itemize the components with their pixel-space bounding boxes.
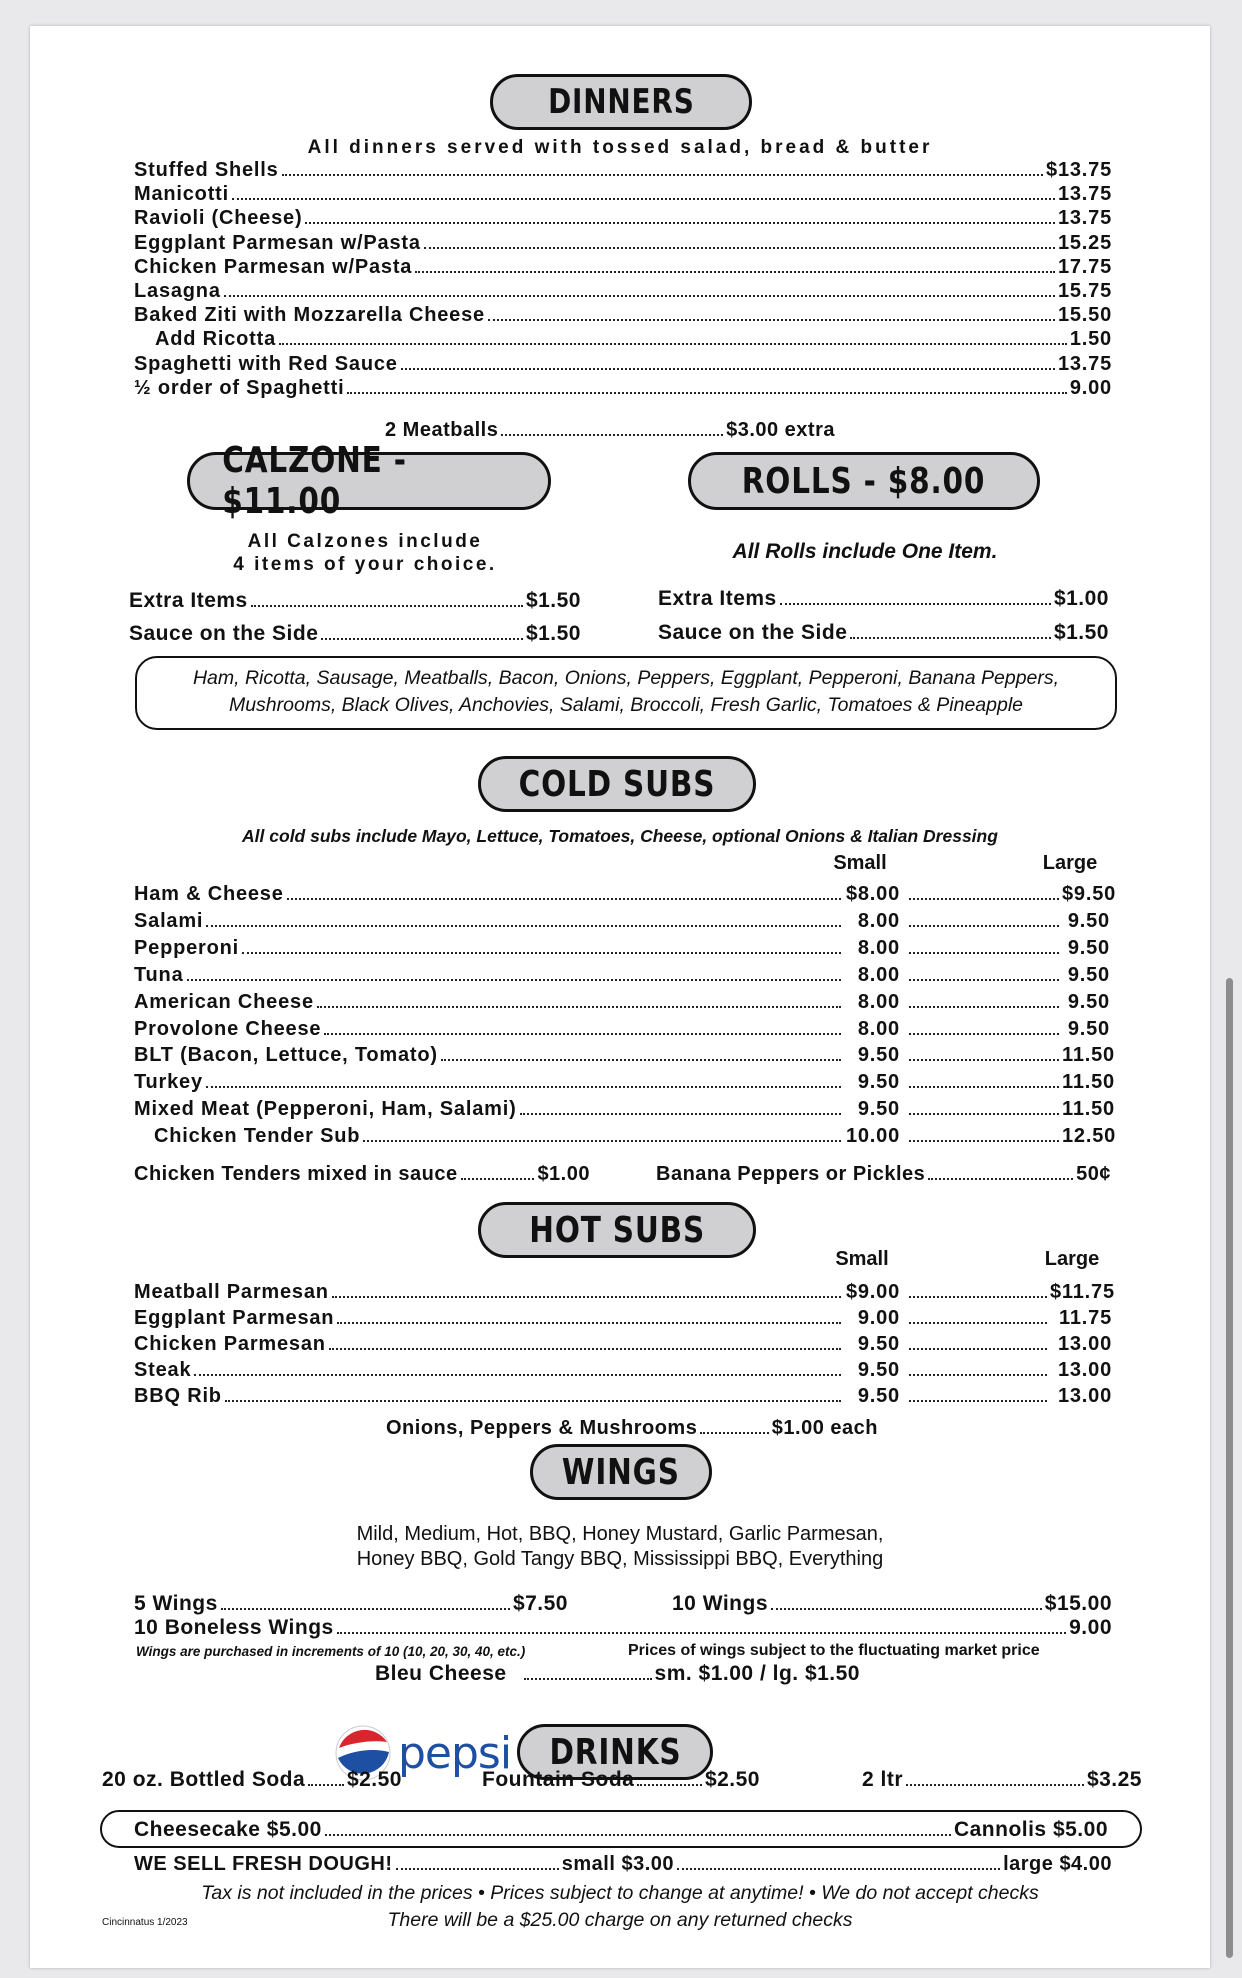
hot-sub-item: Eggplant Parmesan 9.00 11.75 bbox=[134, 1307, 1112, 1329]
wings-market-note: Prices of wings subject to the fluctuating market price bbox=[628, 1642, 1040, 1659]
footer-line1: Tax is not included in the prices • Prices subject to change at anytime! • We do not accept checks bbox=[201, 1882, 1039, 1904]
calzone-header: CALZONE - $11.00 bbox=[187, 452, 551, 510]
cold-sub-item: Provolone Cheese 8.00 9.50 bbox=[134, 1017, 1110, 1040]
dinners-header bbox=[490, 74, 752, 130]
hot-large-header: Large bbox=[1044, 1248, 1100, 1270]
drinks-header: DRINKS bbox=[517, 1724, 713, 1780]
desserts-row: Cheesecake $5.00 Cannolis $5.00 bbox=[134, 1818, 1108, 1841]
dinners-subtitle: All dinners served with tossed salad, bread & butter bbox=[307, 137, 933, 158]
cold-large-header: Large bbox=[1042, 852, 1098, 874]
cold-sub-item: BLT (Bacon, Lettuce, Tomato) 9.50 11.50 bbox=[134, 1044, 1115, 1067]
rolls-desc: All Rolls include One Item. bbox=[732, 540, 998, 563]
cold-sub-item: American Cheese 8.00 9.50 bbox=[134, 990, 1110, 1013]
cold-small-header: Small bbox=[833, 852, 887, 874]
boneless-wings: 10 Boneless Wings 9.00 bbox=[134, 1616, 1112, 1639]
calzone-sauce-side: Sauce on the Side $1.50 bbox=[129, 622, 581, 645]
cold-sub-item: Ham & Cheese $8.00 $9.50 bbox=[134, 883, 1117, 905]
dinner-item: Chicken Parmesan w/Pasta 17.75 bbox=[134, 255, 1112, 278]
ten-wings: 10 Wings $15.00 bbox=[672, 1592, 1112, 1615]
wings-flavors: Mild, Medium, Hot, BBQ, Honey Mustard, Garlic Parmesan, Honey BBQ, Gold Tangy BBQ, Mississippi BBQ, Everything bbox=[356, 1523, 884, 1570]
dough-label: WE SELL FRESH DOUGH! bbox=[134, 1853, 393, 1875]
cold-sub-item: Mixed Meat (Pepperoni, Ham, Salami) 9.50 11.50 bbox=[134, 1098, 1115, 1121]
wings-header: WINGS bbox=[530, 1444, 712, 1500]
calzone-extra-items: Extra Items $1.50 bbox=[129, 589, 581, 612]
dinner-item: ½ order of Spaghetti 9.00 bbox=[134, 376, 1112, 399]
footer-line2: There will be a $25.00 charge on any returned checks bbox=[387, 1909, 853, 1931]
version-label: Cincinnatus 1/2023 bbox=[102, 1917, 188, 1928]
dinner-item: Lasagna 15.75 bbox=[134, 280, 1112, 302]
dough-large-price: large $4.00 bbox=[1003, 1853, 1112, 1875]
fountain-soda: Fountain Soda $2.50 bbox=[482, 1768, 760, 1791]
hot-sub-item: Steak 9.50 13.00 bbox=[134, 1359, 1112, 1381]
dinner-item: Manicotti 13.75 bbox=[134, 183, 1112, 206]
five-wings: 5 Wings $7.50 bbox=[134, 1592, 568, 1615]
wings-increment-note: Wings are purchased in increments of 10 (10, 20, 30, 40, etc.) bbox=[136, 1644, 526, 1659]
hot-subs-header: HOT SUBS bbox=[478, 1202, 756, 1258]
cold-subs-header: COLD SUBS bbox=[478, 756, 756, 812]
cold-sub-item: Tuna 8.00 9.50 bbox=[134, 963, 1110, 986]
pepsi-wordmark: pepsi bbox=[398, 1728, 512, 1779]
cold-sub-item: Turkey 9.50 11.50 bbox=[134, 1071, 1115, 1094]
dinners-title: DINNERS bbox=[547, 82, 695, 122]
fresh-dough-row bbox=[134, 1852, 1112, 1878]
dinner-item: Stuffed Shells $13.75 bbox=[134, 159, 1112, 181]
cold-subs-note: All cold subs include Mayo, Lettuce, Tomatoes, Cheese, optional Onions & Italian Dressing bbox=[242, 826, 998, 846]
rolls-sauce-side: Sauce on the Side $1.50 bbox=[658, 621, 1109, 644]
onions-peppers-extra: Onions, Peppers & Mushrooms $1.00 each bbox=[386, 1417, 878, 1439]
hot-small-header: Small bbox=[835, 1248, 889, 1270]
two-liter: 2 ltr $3.25 bbox=[862, 1768, 1142, 1791]
hot-sub-item: Meatball Parmesan $9.00 $11.75 bbox=[134, 1281, 1115, 1303]
dinner-item: Add Ricotta 1.50 bbox=[155, 328, 1112, 351]
cold-sub-item: Salami 8.00 9.50 bbox=[134, 909, 1110, 932]
dinner-item: Spaghetti with Red Sauce 13.75 bbox=[134, 352, 1112, 375]
desserts-box bbox=[100, 1810, 1142, 1848]
dinner-item: Baked Ziti with Mozzarella Cheese 15.50 bbox=[134, 304, 1112, 327]
bleu-cheese: Bleu Cheese sm. $1.00 / lg. $1.50 bbox=[375, 1662, 860, 1685]
banana-peppers-extra: Banana Peppers or Pickles 50¢ bbox=[656, 1163, 1111, 1185]
hot-sub-item: Chicken Parmesan 9.50 13.00 bbox=[134, 1333, 1112, 1355]
cold-sub-item: Pepperoni 8.00 9.50 bbox=[134, 936, 1110, 959]
cold-sub-item: Chicken Tender Sub 10.00 12.50 bbox=[154, 1125, 1117, 1148]
calzone-desc: All Calzones include 4 items of your choice. bbox=[233, 531, 497, 575]
dinner-item: Eggplant Parmesan w/Pasta 15.25 bbox=[134, 231, 1112, 254]
rolls-extra-items: Extra Items $1.00 bbox=[658, 587, 1109, 610]
dinner-item: Ravioli (Cheese) 13.75 bbox=[134, 207, 1112, 230]
chicken-tenders-extra: Chicken Tenders mixed in sauce $1.00 bbox=[134, 1163, 590, 1185]
rolls-header: ROLLS - $8.00 bbox=[688, 452, 1040, 510]
toppings-box: Ham, Ricotta, Sausage, Meatballs, Bacon, Onions, Peppers, Eggplant, Pepperoni, Banana Peppers, Mushrooms, Black Olives, Anchovies, Salami, Broccoli, Fresh Garlic, Tomatoes & Pineapple bbox=[135, 656, 1117, 730]
hot-sub-item: BBQ Rib 9.50 13.00 bbox=[134, 1385, 1112, 1407]
scrollbar[interactable] bbox=[1226, 978, 1233, 1958]
bottled-soda: 20 oz. Bottled Soda $2.50 bbox=[102, 1768, 402, 1791]
menu-page bbox=[30, 26, 1210, 1968]
dough-small-price: small $3.00 bbox=[561, 1853, 674, 1875]
meatballs-extra: 2 Meatballs $3.00 extra bbox=[385, 419, 835, 441]
